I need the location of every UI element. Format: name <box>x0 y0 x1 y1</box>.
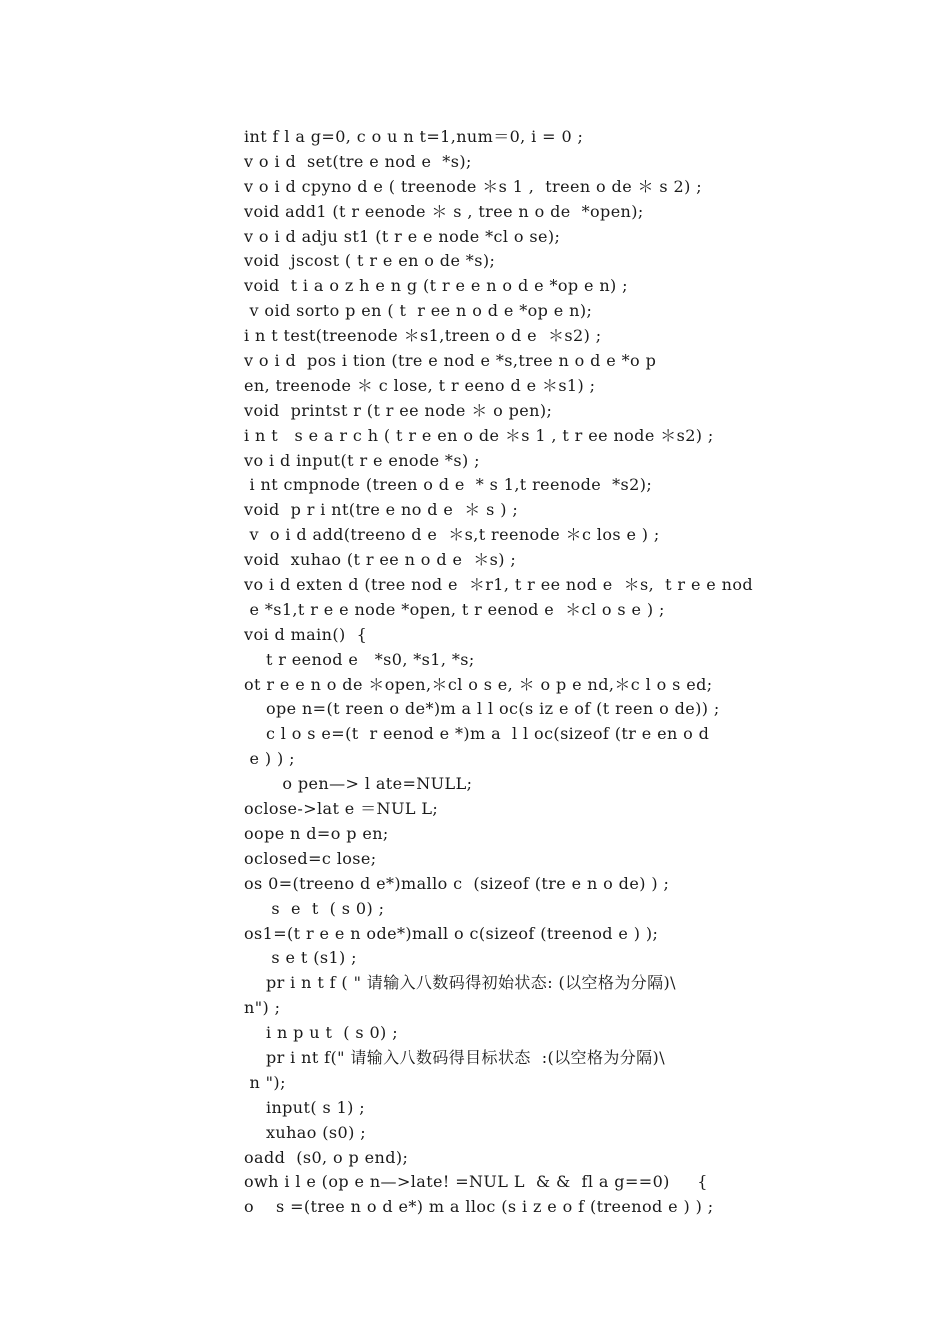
code-line: c l o s e=(t r eenod e *)m a l l oc(sizeof (tr e en o d <box>244 724 710 744</box>
code-line: input( s 1) ; <box>244 1097 366 1117</box>
code-line: oope n d=o p en; <box>244 823 389 843</box>
code-line: i nt cmpnode (treen o d e * s 1,t reenode *s2); <box>244 475 653 495</box>
code-line: i n p u t ( s 0) ; <box>244 1023 398 1043</box>
code-line: void t i a o z h e n g (t r e e n o d e *op e n) ; <box>244 276 628 296</box>
code-line: void xuhao (t r ee n o d e ＊s) ; <box>244 550 517 570</box>
code-line: ope n=(t reen o de*)m a l l oc(s iz e of (t reen o de)) ; <box>244 699 720 719</box>
code-line: ot r e e n o de ＊open,＊cl o s e, ＊ o p e nd,＊c l o s ed; <box>244 674 713 694</box>
code-line: s e t ( s 0) ; <box>244 898 385 918</box>
code-line: pr i n t f ( " 请输入八数码得初始状态: (以空格为分隔)\ <box>244 973 676 993</box>
code-line: int f l a g=0, c o u n t=1,num＝0, i = 0 ; <box>244 127 584 146</box>
code-line: void printst r (t r ee node ＊ o pen); <box>244 400 553 420</box>
code-line: oadd (s0, o p end); <box>244 1147 409 1167</box>
code-line: en, treenode ＊ c lose, t r eeno d e ＊s1) ; <box>244 375 596 395</box>
code-line: i n t test(treenode ＊s1,treen o d e ＊s2) ; <box>244 326 602 346</box>
code-line: void jscost ( t r e en o de *s); <box>244 251 496 271</box>
code-line: n "); <box>244 1072 286 1092</box>
code-line: v o i d adju st1 (t r e e node *cl o se); <box>244 226 561 246</box>
code-line: v oid sorto p en ( t r ee n o d e *op e n); <box>244 301 593 321</box>
code-line: t r eenod e *s0, *s1, *s; <box>244 649 475 669</box>
code-line: void add1 (t r eenode ＊ s , tree n o de *open); <box>244 201 644 221</box>
code-line: pr i nt f(" 请输入八数码得目标状态 :(以空格为分隔)\ <box>244 1047 665 1067</box>
code-line: n") ; <box>244 998 281 1018</box>
code-line: i n t s e a r c h ( t r e en o de ＊s 1 , t r ee node ＊s2) ; <box>244 425 714 445</box>
code-line: os 0=(treeno d e*)mallo c (sizeof (tre e n o de) ) ; <box>244 873 670 893</box>
code-line: o s =(tree n o d e*) m a lloc (s i z e o f (treenod e ) ) ; <box>244 1197 714 1217</box>
code-line: os1=(t r e e n ode*)mall o c(sizeof (treenod e ) ); <box>244 923 659 943</box>
code-line: v o i d add(treeno d e ＊s,t reenode ＊c los e ) ; <box>244 525 660 545</box>
code-line: vo i d exten d (tree nod e ＊r1, t r ee nod e ＊s, t r e e nod <box>244 575 754 595</box>
code-line: o pen—> l ate=NULL; <box>244 774 473 794</box>
code-line: owh i l e (op e n—>late! =NUL L & & fl a g==0) { <box>244 1172 708 1192</box>
code-line: v o i d cpyno d e ( treenode ＊s 1 , treen o de ＊ s 2) ; <box>244 176 703 196</box>
code-line: e ) ) ; <box>244 749 295 769</box>
code-line: s e t (s1) ; <box>244 948 357 968</box>
code-line: e *s1,t r e e node *open, t r eenod e ＊cl o s e ) ; <box>244 599 665 619</box>
code-line: oclose->lat e ＝NUL L; <box>244 799 439 819</box>
code-line: oclosed=c lose; <box>244 848 377 868</box>
code-line: vo i d input(t r e enode *s) ; <box>244 450 480 470</box>
code-line: v o i d set(tre e nod e *s); <box>244 151 472 171</box>
code-listing <box>244 125 844 1220</box>
code-line: voi d main() { <box>244 624 368 644</box>
code-line: xuhao (s0) ; <box>244 1122 366 1142</box>
code-line: v o i d pos i tion (tre e nod e *s,tree n o d e *o p <box>244 351 657 371</box>
code-line: void p r i nt(tre e no d e ＊ s ) ; <box>244 500 519 520</box>
